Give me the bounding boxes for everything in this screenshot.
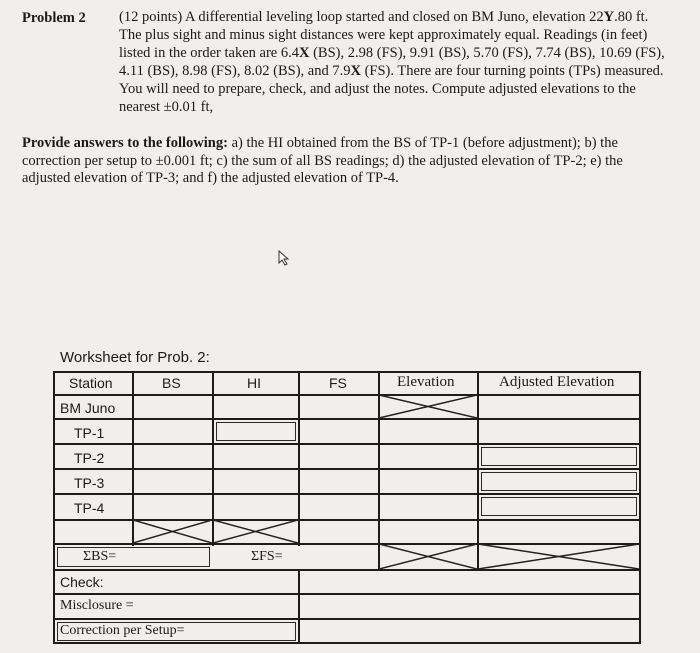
station-bm-juno: BM Juno	[60, 400, 116, 416]
station-tp4: TP-4	[74, 500, 105, 516]
check-label: Check:	[60, 574, 104, 590]
worksheet-table	[53, 371, 643, 651]
correction-label: Correction per Setup=	[60, 623, 185, 638]
header-station: Station	[69, 375, 113, 391]
sum-fs-label: ΣFS=	[251, 549, 283, 564]
crossed-cell-fs-bmjuno	[379, 395, 477, 418]
adj-elev-tp2-box[interactable]	[481, 447, 637, 466]
header-hi: HI	[247, 375, 261, 391]
mouse-cursor-icon	[278, 250, 292, 266]
elevation-variable: Y	[603, 9, 615, 25]
problem-text-pre: (12 points) A differential leveling loop started and closed on BM Juno, elevation 22	[119, 9, 604, 25]
station-tp3: TP-3	[74, 475, 105, 491]
sum-bs-box[interactable]	[57, 547, 210, 567]
header-fs: FS	[329, 375, 347, 391]
problem-statement	[119, 8, 665, 116]
station-tp2: TP-2	[74, 450, 105, 466]
adj-elev-tp3-box[interactable]	[481, 472, 637, 491]
worksheet-title: Worksheet for Prob. 2:	[60, 349, 210, 366]
reading-variable-1: X	[298, 45, 310, 61]
problem-label: Problem 2	[22, 10, 86, 26]
adj-elev-tp4-box[interactable]	[481, 497, 637, 516]
questions-paragraph	[22, 135, 666, 188]
crossed-cell-elev-sum	[379, 544, 477, 569]
reading-variable-2: X	[350, 63, 361, 79]
questions-lead: Provide answers to the following:	[22, 135, 228, 151]
crossed-cell-hi-row6	[213, 520, 298, 543]
problem-text-post: (FS). There are four turning points (TPs) measured. You will need to prepare, check, and adjust the notes. Compute adjusted elevations to the nearest ±0.01 ft,	[119, 63, 664, 115]
station-tp1: TP-1	[74, 425, 105, 441]
hi-tp1-box[interactable]	[216, 422, 296, 441]
misclosure-label: Misclosure =	[60, 598, 134, 613]
problem-text-mid: (BS), 2.98 (FS), 9.91 (BS), 5.70 (FS), 7.74 (BS), 10.69 (FS), 4.11 (BS), 8.98 (FS), 8.02 (BS), and 7.9	[119, 45, 665, 79]
problem-text-after-elev: .80 ft. The plus sight and minus sight distances were kept approximately equal. Readings (in feet) listed in the order taken are 6.4	[119, 9, 649, 61]
header-adjusted-elevation: Adjusted Elevation	[499, 374, 615, 390]
crossed-cell-bs-row6	[133, 520, 212, 543]
questions-body: a) the HI obtained from the BS of TP-1 (before adjustment); b) the correction per setup to ±0.001 ft; c) the sum of all BS readings; d) the adjusted elevation of TP-2; e) the adjusted elevation of TP-3; and f) the adjusted elevation of TP-4.	[22, 135, 623, 186]
header-bs: BS	[162, 375, 181, 391]
sum-bs-label: ΣBS=	[83, 549, 117, 564]
crossed-cell-adj-sum	[478, 544, 639, 569]
header-elevation: Elevation	[397, 374, 455, 390]
